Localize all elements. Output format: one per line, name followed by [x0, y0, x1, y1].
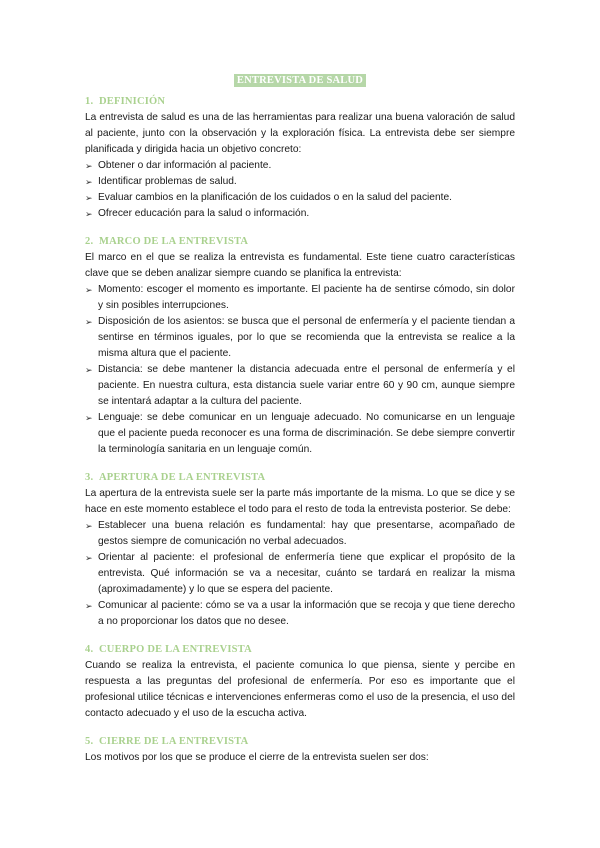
- section-5: [85, 736, 515, 766]
- bullet-item: [85, 174, 515, 190]
- bullet-item: [85, 314, 515, 362]
- bullet-item: [85, 362, 515, 410]
- section-3: [85, 472, 515, 630]
- section-paragraph: La entrevista de salud es una de las herramientas para realizar una buena valoración de salud al paciente, junto con la observación y la exploración física. La entrevista debe ser siempre planificada y dirigida hacia un objetivo concreto:: [85, 112, 515, 155]
- bullet-item: [85, 598, 515, 630]
- section-heading-text: APERTURA DE LA ENTREVISTA: [99, 472, 266, 483]
- section-number: 5.: [85, 736, 94, 747]
- section-2: [85, 236, 515, 458]
- section-heading-text: MARCO DE LA ENTREVISTA: [99, 236, 249, 247]
- bullet-item: [85, 158, 515, 174]
- bullet-item: [85, 190, 515, 206]
- arrow-bullet-icon: ➢: [85, 365, 93, 375]
- bullet-text: Momento: escoger el momento es importante. El paciente ha de sentirse cómodo, sin dolor y sin posibles interrupciones.: [98, 284, 515, 311]
- arrow-bullet-icon: ➢: [85, 317, 93, 327]
- bullet-text: Identificar problemas de salud.: [98, 176, 237, 187]
- bullet-text: Obtener o dar información al paciente.: [98, 160, 272, 171]
- arrow-bullet-icon: ➢: [85, 161, 93, 171]
- section-4: [85, 644, 515, 722]
- bullet-list: [85, 518, 515, 630]
- section-number: 4.: [85, 644, 94, 655]
- section-heading: [85, 644, 515, 655]
- arrow-bullet-icon: ➢: [85, 285, 93, 295]
- arrow-bullet-icon: ➢: [85, 193, 93, 203]
- section-heading-text: DEFINICIÓN: [99, 96, 166, 107]
- section-heading: [85, 736, 515, 747]
- bullet-list: [85, 158, 515, 222]
- bullet-item: [85, 518, 515, 550]
- bullet-text: Comunicar al paciente: cómo se va a usar la información que se recoja y que tiene derecho a no proporcionar los datos que no desee.: [98, 600, 515, 627]
- bullet-item: [85, 410, 515, 458]
- document-title: ENTREVISTA DE SALUD: [234, 74, 366, 87]
- section-heading: [85, 472, 515, 483]
- arrow-bullet-icon: ➢: [85, 601, 93, 611]
- bullet-list: [85, 282, 515, 458]
- arrow-bullet-icon: ➢: [85, 209, 93, 219]
- section-heading: [85, 96, 515, 107]
- bullet-text: Disposición de los asientos: se busca que el personal de enfermería y el paciente tiendan a sentirse en términos iguales, por lo que se recomienda que la entrevista se realice a la misma altura que el paciente.: [98, 316, 515, 359]
- document-content: [85, 70, 515, 780]
- bullet-text: Lenguaje: se debe comunicar en un lenguaje adecuado. No comunicarse en un lenguaje que el paciente pueda reconocer es una forma de discriminación. Se debe siempre convertir la terminología sanitaria en un lenguaje común.: [98, 412, 515, 455]
- section-heading-text: CUERPO DE LA ENTREVISTA: [99, 644, 252, 655]
- section-paragraph: La apertura de la entrevista suele ser la parte más importante de la misma. Lo que se dice y se hace en este momento establece el todo para el resto de toda la entrevista posterior. Se debe:: [85, 488, 515, 515]
- section-number: 2.: [85, 236, 94, 247]
- sections-container: [85, 96, 515, 766]
- arrow-bullet-icon: ➢: [85, 553, 93, 563]
- bullet-item: [85, 282, 515, 314]
- arrow-bullet-icon: ➢: [85, 413, 93, 423]
- bullet-text: Ofrecer educación para la salud o información.: [98, 208, 310, 219]
- arrow-bullet-icon: ➢: [85, 177, 93, 187]
- bullet-text: Distancia: se debe mantener la distancia adecuada entre el personal de enfermería y el paciente. En nuestra cultura, esta distancia suele variar entre 60 y 90 cm, aunque siempre se intentará adaptar a la cultura del paciente.: [98, 364, 515, 407]
- document-title-row: [85, 70, 515, 88]
- section-paragraph: El marco en el que se realiza la entrevista es fundamental. Este tiene cuatro características clave que se deben analizar siempre cuando se planifica la entrevista:: [85, 252, 515, 279]
- section-1: [85, 96, 515, 222]
- bullet-text: Establecer una buena relación es fundamental: hay que presentarse, acompañado de gestos siempre de comunicación no verbal adecuados.: [98, 520, 515, 547]
- bullet-item: [85, 206, 515, 222]
- section-heading: [85, 236, 515, 247]
- section-number: 3.: [85, 472, 94, 483]
- bullet-item: [85, 550, 515, 598]
- bullet-text: Evaluar cambios en la planificación de los cuidados o en la salud del paciente.: [98, 192, 452, 203]
- section-number: 1.: [85, 96, 94, 107]
- arrow-bullet-icon: ➢: [85, 521, 93, 531]
- section-paragraph: Los motivos por los que se produce el cierre de la entrevista suelen ser dos:: [85, 752, 429, 763]
- section-paragraph: Cuando se realiza la entrevista, el paciente comunica lo que piensa, siente y percibe en respuesta a las preguntas del profesional de enfermería. Por eso es importante que el profesional utilice técnicas e intervenciones enfermeras como el uso de la presencia, el uso del contacto adecuado y el uso de la escucha activa.: [85, 660, 515, 719]
- bullet-text: Orientar al paciente: el profesional de enfermería tiene que explicar el propósito de la entrevista. Qué información se va a necesitar, cuánto se tardará en realizar la misma (aproximadamente) y lo que se espera del paciente.: [98, 552, 515, 595]
- section-heading-text: CIERRE DE LA ENTREVISTA: [99, 736, 249, 747]
